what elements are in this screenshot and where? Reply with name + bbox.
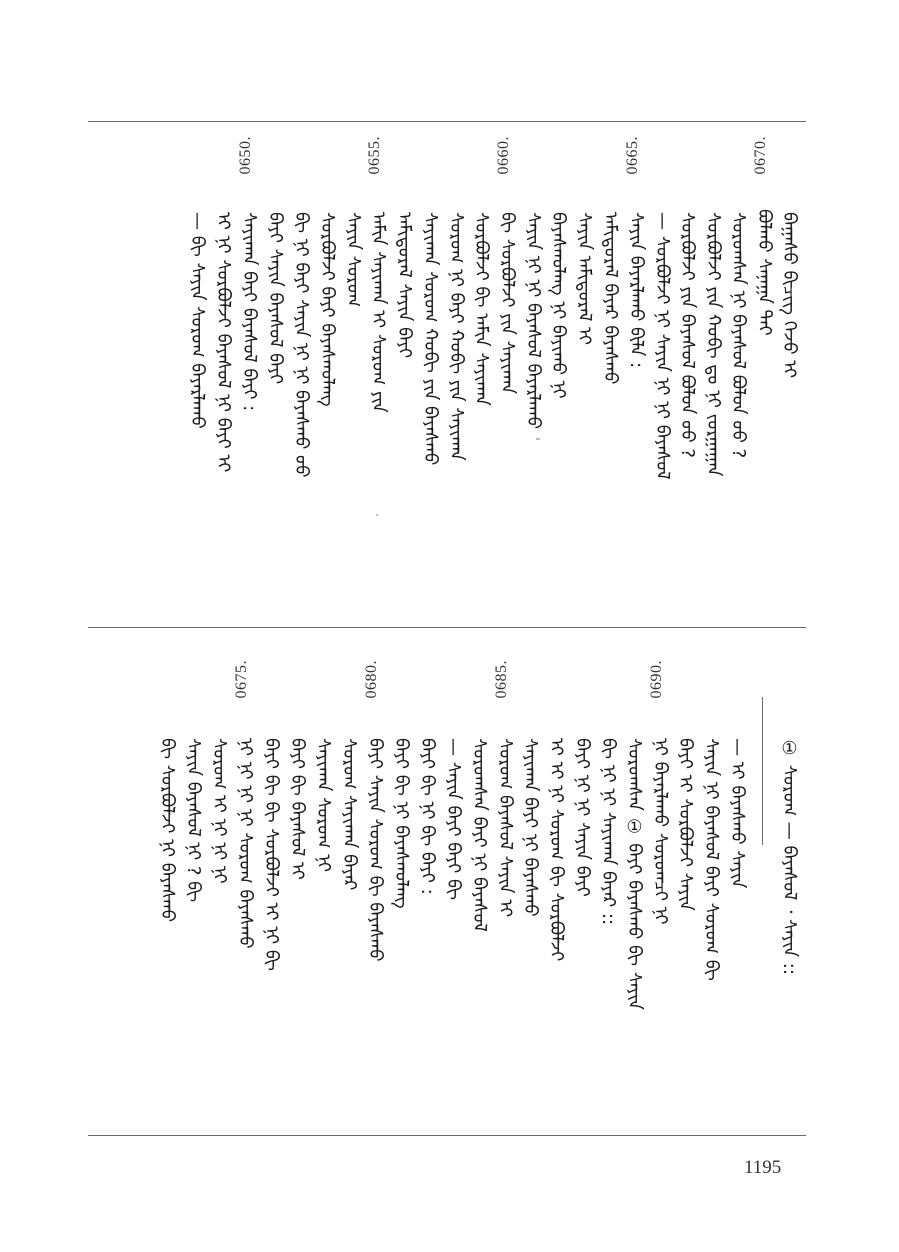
column-text: — ᠰᠤᠷᠪᠤᠯᠵᠢ ᠨᠢ ᠰᠠᠶᠢᠨ ᠨᠢ ᠨᠢ ᠪᠠᠶᠠᠰᠤᠯ (652, 212, 673, 480)
column-text: ᠨᠢ ᠨᠢ ᠨᠢ ᠨᠢ ᠰᠤᠷᠤᠭ ᠪᠠᠶᠠᠰᠬᠤ (235, 738, 256, 949)
column-text: ᠰᠤᠷᠤᠭ ᠰᠠᠶᠢᠬᠠᠨ ᠪᠠᠶᠠᠷ (339, 738, 360, 891)
column-text: ᠪᠠᠶᠢ ᠪᠢ ᠪᠠᠶᠠᠰᠤᠯ ᠢ (287, 738, 308, 880)
text-column (674, 212, 700, 458)
column-text: ᠪᠢ ᠨᠢ ᠪᠠᠶᠢ ᠰᠠᠶᠢᠨ ᠨᠢ ᠨᠢ ᠪᠠᠶᠠᠰᠬᠤ ᠤᠤ (291, 212, 312, 478)
text-column (494, 136, 520, 395)
text-column (621, 738, 647, 1010)
column-text: ᠪᠠᠶᠢ ᠰᠠᠶᠢᠨ ᠰᠤᠷᠤᠭ ᠪᠢ ᠪᠠᠶᠠᠰᠬᠤ (365, 738, 386, 962)
text-column (725, 212, 751, 459)
text-column (210, 212, 236, 473)
text-column (517, 738, 543, 917)
column-text: ᠪᠢ ᠨᠢ ᠨᠢ ᠰᠠᠶᠢᠬᠠᠨ ᠪᠠᠶᠠᠷ :: (598, 738, 619, 926)
text-column (391, 212, 417, 359)
column-text: — ᠢ ᠪᠠᠶᠠᠰᠬᠤ ᠰᠠᠶᠢᠨ (727, 738, 748, 889)
text-column (520, 212, 546, 429)
text-column (414, 738, 440, 895)
middle-rule (88, 627, 806, 628)
text-column (492, 660, 518, 918)
text-column (466, 738, 492, 932)
footnote-column (776, 738, 802, 975)
column-text: ᠰᠤᠷᠤᠭ ᠨᠢ ᠪᠠᠶᠢ ᠬᠤᠪᠢ ᠶᠢᠨ ᠰᠠᠶᠢᠬᠠᠨ (446, 212, 467, 461)
column-text: ᠰᠤᠷᠤᠭ ᠢ ᠨᠢ ᠨᠢ ᠨᠢ (209, 738, 230, 884)
column-text: ᠰᠠᠶᠢᠨ ᠰᠤᠷᠤᠭ (343, 212, 364, 308)
text-column (443, 212, 469, 461)
text-column (154, 738, 180, 922)
column-text: ᠰᠤᠷᠪᠤᠯᠵᠢ ᠪᠢ ᠠᠮᠢᠨ ᠰᠠᠶᠢᠬᠠᠨ (471, 212, 492, 406)
column-text: ᠰᠤᠷᠪᠤᠯᠵᠢ ᠶᠢᠨ ᠬᠤᠪᠢ ᠳᠤ ᠨᠢ ᠵᠤᠷᠭᠠᠭᠠᠨ (703, 212, 724, 477)
column-text: ᠠᠮᠢᠨ ᠰᠠᠶᠢᠬᠠᠨ ᠢ ᠰᠤᠷᠤᠭ ᠶᠢᠨ (368, 212, 389, 413)
text-column (258, 738, 284, 971)
column-text: ᠰᠤᠷᠪᠤᠯᠵᠢ ᠪᠠᠶᠢ ᠪᠠᠶᠠᠰᠬᠤᠯᠠᠩ (317, 212, 338, 407)
footnote-text: ① ᠰᠤᠷᠤᠭ — ᠪᠠᠶᠠᠰᠤᠯ ᠂ ᠰᠠᠶᠢᠨ :: (779, 738, 800, 975)
line-number: 0690. (648, 660, 665, 699)
column-text: ᠠᠮᠢᠳᠤᠷᠠᠯ ᠰᠠᠶᠢᠨ ᠪᠠᠶᠢ (394, 212, 415, 359)
text-column (597, 212, 623, 385)
line-number: 0680. (363, 660, 380, 699)
line-number: 0660. (495, 136, 512, 175)
text-column (417, 212, 443, 466)
column-text: ᠢ ᠨᠢ ᠰᠤᠷᠪᠤᠯᠵᠢ ᠪᠠᠶᠠᠰᠤᠯ ᠨᠢ ᠪᠠᠶᠢ ᠢ (213, 212, 234, 473)
text-column (649, 212, 675, 480)
column-text: ᠰᠤᠷᠤᠭ ᠪᠠᠶᠠᠰᠤᠯ ᠰᠠᠶᠢᠨ ᠢ (495, 738, 516, 918)
text-column (365, 136, 391, 413)
column-text: ᠢ ᠢ ᠨᠢ ᠰᠤᠷᠤᠭ ᠪᠢ ᠰᠤᠷᠪᠤᠯᠵᠢ (546, 738, 567, 962)
text-column (440, 738, 466, 901)
text-column (700, 212, 726, 477)
column-text: ᠰᠠᠶᠢᠬᠠᠨ ᠰᠤᠷᠤᠭ ᠨᠢ (313, 738, 334, 873)
column-text: ᠰᠤᠷᠪᠤᠯᠵᠢ ᠶᠢᠨ ᠪᠠᠶᠠᠰᠤᠯ ᠪᠣᠯᠤᠨ ᠤᠤ ? (677, 212, 698, 458)
page-number: 1195 (744, 1157, 782, 1178)
scan-speck (376, 514, 378, 516)
column-text: ᠪᠢ ᠰᠤᠷᠪᠤᠯᠵᠢ ᠨᠢ ᠪᠠᠶᠠᠰᠬᠤ (157, 738, 178, 922)
column-text: ᠪᠠᠶᠢ ᠪᠢ ᠨᠢ ᠪᠠᠶᠠᠰᠬᠤᠯᠠᠩ (391, 738, 412, 909)
column-text: ᠰᠠᠶᠢᠨ ᠪᠠᠶᠠᠷᠯᠠᠬᠤ ᠪᠢᠯᠡ : (626, 212, 647, 369)
column-text: ᠪᠠᠶᠢ ᠢ ᠰᠤᠷᠪᠤᠯᠵᠢ ᠰᠠᠶᠢᠨ (675, 738, 696, 911)
text-column (468, 212, 494, 406)
text-column (595, 738, 621, 926)
column-text: ᠪᠠᠶᠢ ᠪᠢ ᠨᠢ ᠪᠢ ᠪᠠᠶᠢ : (417, 738, 438, 895)
column-text: ᠰᠠᠶᠢᠬᠠᠨ ᠪᠠᠶᠢ ᠨᠢ ᠪᠠᠶᠠᠰᠬᠤ (520, 738, 541, 917)
column-text: ᠰᠤᠷᠤᠭᠰᠠᠨ ᠨᠢ ᠪᠠᠶᠠᠰᠤᠯ ᠪᠣᠯᠤᠨ ᠤᠤ ? (728, 212, 749, 459)
column-text: ᠨᠢ ᠪᠠᠶᠠᠷᠯᠠᠬᠤ ᠰᠤᠷᠤᠭᠴᠢ ᠨᠢ (650, 738, 671, 925)
column-text: ᠰᠠᠶᠢᠬᠠᠨ ᠪᠠᠶᠢ ᠪᠠᠶᠠᠰᠤᠯ ᠪᠠᠶᠢ : (239, 212, 260, 412)
line-number: 0665. (624, 136, 641, 175)
text-column (232, 660, 258, 949)
text-column (284, 738, 310, 880)
text-column (569, 738, 595, 897)
top-rule (88, 121, 806, 122)
column-text: ᠪᠠᠭᠠᠰᠤ ᠪᠢᠴᠢᠭ ᠭᠡᠵᠦ ᠢ (779, 212, 800, 379)
text-column (362, 660, 388, 962)
text-column (672, 738, 698, 911)
footnote-rule (762, 697, 763, 845)
column-text: ᠪᠤᠯᠬᠤ ᠰᠠᠨᠠᠭᠠ ᠲᠠᠢ (754, 209, 775, 336)
text-column (647, 660, 673, 925)
line-number: 0655. (366, 136, 383, 175)
text-column (310, 738, 336, 873)
text-column (340, 212, 366, 308)
text-column (236, 136, 262, 412)
column-text: ᠠᠮᠢᠳᠤᠷᠠᠯ ᠪᠠᠶᠠᠷ ᠪᠠᠶᠠᠰᠬᠤ (600, 212, 621, 385)
column-text: ᠰᠠᠶᠢᠨ ᠪᠠᠶᠠᠰᠤᠯ ᠨᠢ ? ᠪᠢ (183, 738, 204, 903)
text-column (184, 212, 210, 429)
text-column (543, 738, 569, 962)
column-text: ᠰᠠᠶᠢᠨ ᠨᠢ ᠪᠠᠶᠠᠰᠤᠯ ᠪᠠᠶᠢ ᠰᠤᠷᠤᠭ ᠪᠢ (701, 738, 722, 981)
text-column (571, 212, 597, 345)
text-column (262, 212, 288, 385)
column-text: ᠪᠢ ᠰᠤᠷᠪᠤᠯᠵᠢ ᠶᠢᠨ ᠰᠠᠶᠢᠬᠠᠨ (497, 212, 518, 395)
bottom-rule (88, 1135, 806, 1136)
text-column (623, 136, 649, 369)
column-text: — ᠪᠢ ᠰᠠᠶᠢᠨ ᠰᠤᠷᠤᠭ ᠪᠠᠶᠠᠷᠯᠠᠬᠤ (187, 212, 208, 429)
line-number: 0670. (752, 136, 769, 175)
text-column (314, 212, 340, 407)
column-text: ᠰᠠᠶᠢᠬᠠᠨ ᠰᠤᠷᠤᠭ ᠬᠤᠪᠢ ᠶᠢᠨ ᠪᠠᠶᠠᠰᠬᠤ (420, 212, 441, 466)
line-number: 0685. (493, 660, 510, 699)
column-text: — ᠰᠠᠶᠢᠨ ᠪᠠᠶᠢ ᠪᠠᠶᠢ ᠪᠢ (443, 738, 464, 901)
column-text: ᠪᠠᠶᠢ ᠰᠠᠶᠢᠨ ᠪᠠᠶᠠᠰᠤᠯ ᠪᠠᠶᠢ (265, 212, 286, 385)
column-text: ᠪᠠᠶᠢ ᠨᠢ ᠨᠢ ᠰᠠᠶᠢᠨ ᠪᠠᠶᠢ (572, 738, 593, 897)
text-column (206, 738, 232, 884)
scan-speck (536, 438, 540, 440)
column-text: ᠪᠠᠶᠠᠰᠬᠤᠯᠠᠩ ᠨᠢ ᠪᠠᠶᠢᠬᠤ ᠨᠢ (548, 212, 569, 399)
text-column (288, 212, 314, 478)
column-text: ᠪᠠᠶᠢ ᠪᠢ ᠪᠢ ᠰᠤᠷᠪᠤᠯᠵᠢ ᠢ ᠨᠢ ᠪᠢ (261, 738, 282, 971)
text-column (776, 212, 802, 379)
line-number: 0650. (237, 136, 254, 175)
text-column (698, 738, 724, 981)
column-text: ᠰᠠᠶᠢᠨ ᠠᠮᠢᠳᠤᠷᠠᠯ ᠢ (574, 212, 595, 345)
text-column (751, 136, 777, 336)
text-column (545, 212, 571, 399)
text-column (336, 738, 362, 891)
column-text: ᠰᠤᠷᠤᠭᠰᠠᠨ ① ᠪᠠᠶᠢ ᠪᠠᠶᠠᠰᠬᠤ ᠪᠢ ᠰᠠᠶᠢᠨ (624, 738, 645, 1010)
column-text: ᠰᠤᠷᠤᠭᠰᠠᠨ ᠪᠠᠶᠢ ᠨᠢ ᠪᠠᠶᠠᠰᠤᠯ (469, 738, 490, 932)
text-column (388, 738, 414, 909)
text-column (180, 738, 206, 903)
line-number: 0675. (233, 660, 250, 699)
text-column (724, 738, 750, 889)
column-text: ᠰᠠᠶᠢᠨ ᠨᠢ ᠨᠢ ᠪᠠᠶᠠᠰᠤᠯ ᠪᠠᠶᠠᠷᠯᠠᠬᠤ (523, 212, 544, 429)
